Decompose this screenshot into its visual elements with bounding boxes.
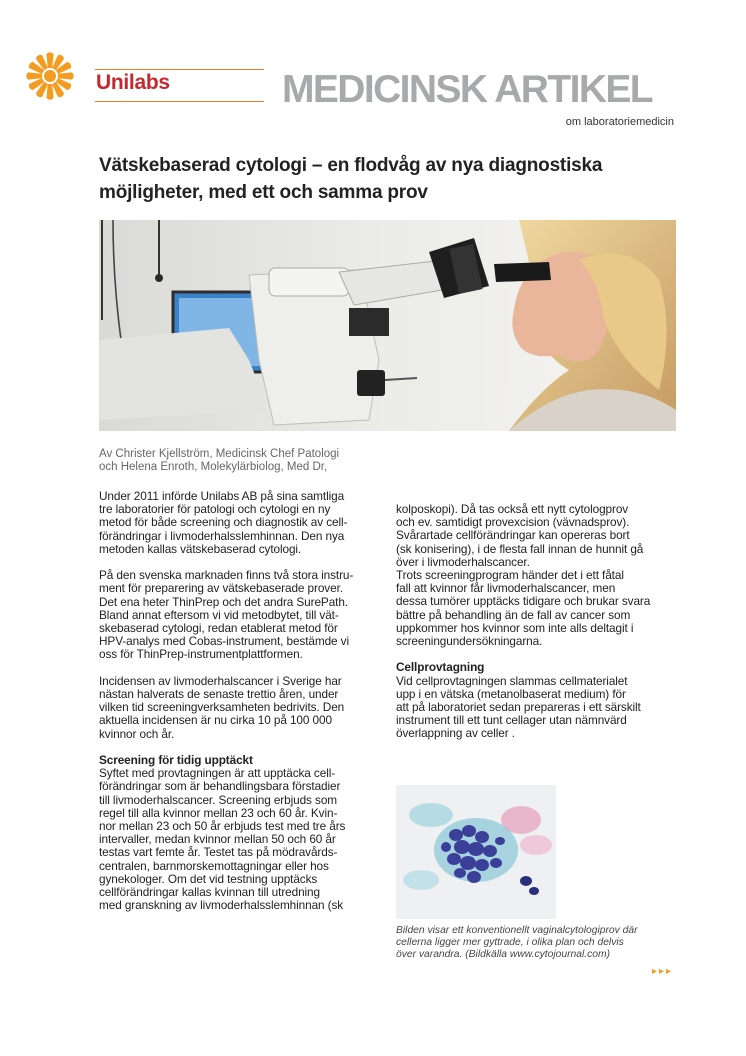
text-line: kvinnor och år.	[99, 726, 175, 741]
text-line: förändringar i livmoderhalsslemhinnan. Den nya	[99, 528, 345, 543]
text-line: över i livmoderhalscancer.	[396, 554, 530, 569]
headline-line: möjligheter, med ett och samma prov	[99, 182, 428, 203]
sun-logo-icon	[24, 50, 76, 102]
image-caption	[396, 925, 676, 962]
text-line: att på laboratoriet sedan prepareras i ett särskilt	[396, 700, 641, 715]
text-line: centralen, barnmorskemottagningar eller hos	[99, 858, 329, 873]
header-rule-bottom	[95, 101, 264, 102]
text-line: regel till alla kvinnor mellan 23 och 60 år. Kvin-	[99, 805, 338, 820]
continue-arrows-icon: ▸▸▸	[652, 966, 674, 977]
article-headline	[99, 152, 679, 206]
caption-line: cellerna ligger mer gyttrade, i olika plan och delvis	[396, 937, 624, 949]
text-line: cellförändringar kallas kvinnan till utredning	[99, 885, 320, 900]
text-line: dessa tumörer upptäcks tidigare och brukar svara	[396, 594, 651, 609]
right-column	[396, 503, 678, 741]
text-line: ment för preparering av vätskebaserade prover.	[99, 581, 343, 596]
text-line: Svårartade cellförändringar kan opereras bort	[396, 528, 630, 543]
text-line: intervaller, medan kvinnor mellan 50 och 60 år	[99, 832, 336, 847]
section-heading: Screening för tidig upptäckt	[99, 753, 253, 768]
headline-line: Vätskebaserad cytologi – en flodvåg av nya diagnostiska	[99, 155, 603, 176]
text-line: På den svenska marknaden finns två stora instru-	[99, 568, 354, 583]
text-line: bättre på behandling än de fall av cancer som	[396, 607, 631, 622]
text-line: nästan halverats de senaste trettio åren, under	[99, 687, 339, 702]
text-line: tre laboratorier för patologi och cytologi en ny	[99, 502, 331, 517]
section-body	[396, 675, 678, 741]
document-type-title: MEDICINSK ARTIKEL	[282, 68, 653, 111]
caption-line: över varandra. (Bildkälla www.cytojournal.com)	[396, 949, 611, 961]
text-line: oss för ThinPrep-instrumentplattformen.	[99, 647, 303, 662]
text-line: upp i en vätska (metanolbaserat medium) för	[396, 686, 626, 701]
left-column	[99, 490, 384, 912]
text-line: Bland annat eftersom vi vid metodbytet, till vät-	[99, 607, 339, 622]
text-line: HPV-analys med Cobas-instrument, bestämde vi	[99, 634, 349, 649]
text-line: aktuella incidensen är nu cirka 10 på 100 000	[99, 713, 332, 728]
text-line: Vid cellprovtagningen slammas cellmaterialet	[396, 673, 628, 688]
text-line: instrument till ett tunt cellager utan nämnvärd	[396, 713, 627, 728]
byline-line: och Helena Enroth, Molekylärbiolog, Med Dr,	[99, 461, 328, 473]
text-line: skebaserad cytologi, redan etablerat metod för	[99, 621, 338, 636]
text-line: förändringar som är behandlingsbara förstadier	[99, 779, 341, 794]
text-line: gynekologer. Om det vid testning upptäcks	[99, 871, 318, 886]
paragraph	[396, 503, 678, 648]
text-line: Det ena heter ThinPrep och det andra SurePath.	[99, 594, 348, 609]
text-line: Under 2011 införde Unilabs AB på sina samtliga	[99, 489, 345, 503]
text-line: Syftet med provtagningen är att upptäcka cell-	[99, 766, 336, 781]
brand-name: Unilabs	[96, 71, 170, 94]
section-body	[99, 767, 384, 912]
microscope-photo	[99, 220, 676, 431]
text-line: kolposkopi). Då tas också ett nytt cytologprov	[396, 502, 629, 516]
text-line: screeningundersökningarna.	[396, 634, 543, 649]
text-line: vilken tid screeningverksamheten bedrivits. Den	[99, 700, 345, 715]
paragraph	[99, 675, 384, 741]
text-line: med granskning av livmoderhalsslemhinnan (sk	[99, 898, 344, 913]
section-heading: Cellprovtagning	[396, 660, 485, 675]
document-type-subtitle: om laboratoriemedicin	[565, 116, 674, 128]
text-line: metod för både screening och diagnostik av cell-	[99, 515, 348, 530]
text-line: nor mellan 23 och 50 år erbjuds test med tre års	[99, 819, 346, 834]
paragraph	[99, 490, 384, 556]
text-line: överlappning av celler .	[396, 726, 515, 741]
header-rule-top	[95, 69, 264, 70]
article-byline	[99, 448, 419, 474]
text-line: till livmoderhalscancer. Screening erbjuds som	[99, 792, 338, 807]
text-line: uppkommer hos kvinnor som inte alls deltagit i	[396, 620, 634, 635]
cytology-micrograph	[396, 785, 556, 919]
text-line: metoden kallas vätskebaserad cytologi.	[99, 541, 302, 556]
text-line: fall att kvinnor får livmoderhalscancer, men	[396, 581, 616, 596]
byline-line: Av Christer Kjellström, Medicinsk Chef Patologi	[99, 448, 340, 460]
text-line: och ev. samtidigt provexcision (vävnadsprov).	[396, 515, 630, 530]
text-line: Incidensen av livmoderhalscancer i Sverige har	[99, 673, 342, 688]
paragraph	[99, 569, 384, 661]
text-line: (sk konisering), i de flesta fall innan de hunnit gå	[396, 541, 644, 556]
text-line: testas vart femte år. Testet tas på mödravårds-	[99, 845, 338, 860]
text-line: Trots screeningprogram händer det i ett fåtal	[396, 568, 624, 583]
caption-line: Bilden visar ett konventionellt vaginalcytologiprov där	[396, 925, 638, 936]
